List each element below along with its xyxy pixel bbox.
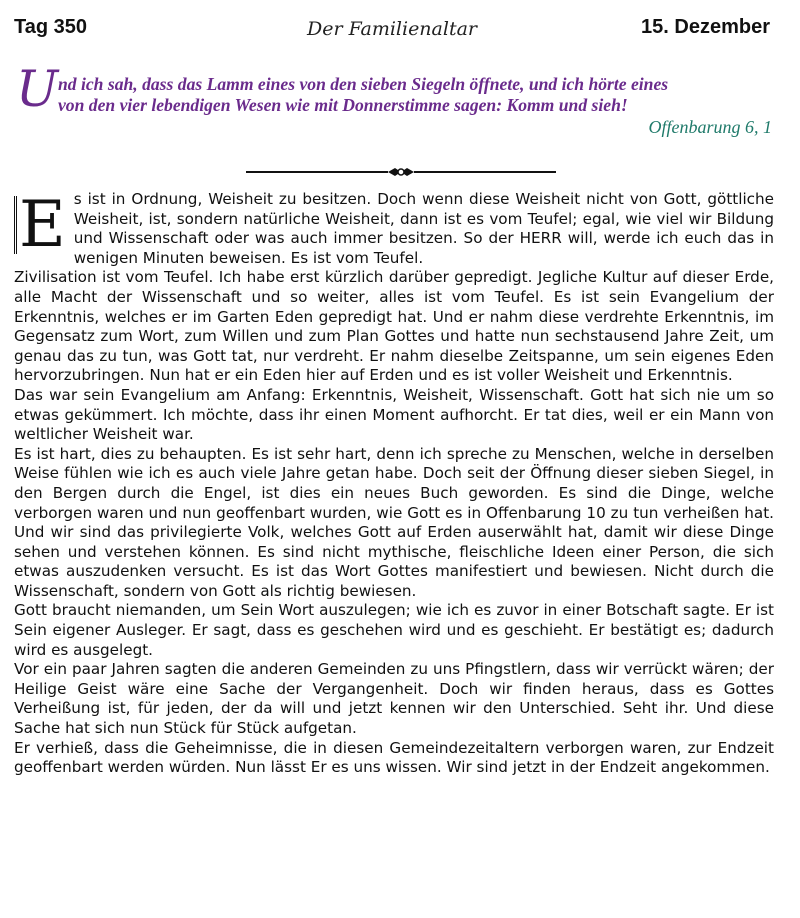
verse-initial: U xyxy=(16,60,59,118)
verse-text: nd ich sah, dass das Lamm eines von den sieben Siegeln öffnete, und ich hörte eines von den vier lebendigen Wesen wie mit Donnerstimme sagen: Komm und sieh! xyxy=(58,74,669,115)
dropcap-initial: E xyxy=(14,196,68,254)
date-label: 15. Dezember xyxy=(641,16,770,38)
paragraph: Er verhieß, dass die Geheimnisse, die in diesen Gemeindezeitaltern verborgen waren, zur Endzeit geoffenbart werden würden. Nun lässt Er es uns wissen. Wir sind jetzt in der Endzeit angekommen. xyxy=(14,738,774,777)
day-label: Tag 350 xyxy=(14,16,87,38)
daily-verse xyxy=(14,60,784,138)
page-header xyxy=(14,12,770,42)
paragraph: Das war sein Evangelium am Anfang: Erkenntnis, Weisheit, Wissenschaft. Gott hat sich nie um so etwas gekümmert. Ich möchte, dass ihr einen Moment aufhorcht. Er tat dies, weil er ein Mann von weltlicher Weisheit war. xyxy=(14,385,774,444)
paragraph: Zivilisation ist vom Teufel. Ich habe erst kürzlich darüber gepredigt. Jegliche Kultur auf dieser Erde, alle Macht der Wissenschaft und so weiter, alles ist vom Teufel. Es ist sein Evangelium der Erkenntnis, welches er im Garten Eden gepredigt hat. Und er nahm diese verdrehte Erkenntnis, im Gegensatz zum Wort, zum Willen und zum Plan Gottes und hatte nun sechstausend Jahre Zeit, um genau das zu tun, was Gott tat, nur verdreht. Er nahm dieselbe Zeitspanne, um sein eigenes Eden hervorzubringen. Nun hat er ein Eden hier auf Erden und es ist voller Weisheit und Erkenntnis. xyxy=(14,268,774,385)
paragraph-text: s ist in Ordnung, Weisheit zu besitzen. Doch wenn diese Weisheit nicht von Gott, göttliche Weisheit, ist, sondern natürliche Weisheit, dann ist es vom Teufel; egal, wie viel wir Bildung und Wissenschaft oder was auch immer besitzen. So der HERR will, werde ich euch das in wenigen Minuten beweisen. Es ist vom Teufel. xyxy=(73,190,774,267)
paragraph xyxy=(14,190,774,268)
paragraph: Es ist hart, dies zu behaupten. Es ist sehr hart, denn ich spreche zu Menschen, welche in derselben Weise fühlen wie ich es auch viele Jahre getan habe. Doch seit der Öffnung dieser sieben Siegel, in den Bergen durch die Engel, ist dies ein neues Buch geworden. Es sind die Dinge, welche verborgen waren und nun geoffenbart wurden, wie Gott es in Offenbarung 10 zu tun verheißen hat. Und wir sind das privilegierte Volk, welches Gott auf Erden auserwählt hat, damit wir diese Dinge sehen und verstehen können. Es sind nicht mythische, fleischliche Ideen einer Person, die sich etwas auszudenken versucht. Es ist das Wort Gottes manifestiert und bewiesen. Nicht durch die Wissenschaft, sondern von Gott als richtig bewiesen. xyxy=(14,444,774,600)
devotional-body xyxy=(14,190,774,778)
paragraph: Vor ein paar Jahren sagten die anderen Gemeinden zu uns Pfingstlern, dass wir verrückt wären; der Heilige Geist wäre eine Sache der Vergangenheit. Doch wir finden heraus, dass es Gottes Verheißung ist, für jeden, der da will und jetzt kennen wir den Unterschied. Seht ihr. Und diese Sache hat sich nun Stück für Stück aufgetan. xyxy=(14,660,774,738)
verse-reference: Offenbarung 6, 1 xyxy=(648,117,772,137)
book-title: Der Familienaltar xyxy=(307,18,477,40)
paragraph: Gott braucht niemanden, um Sein Wort auszulegen; wie ich es zuvor in einer Botschaft sagte. Er ist Sein eigener Ausleger. Er sagt, dass es geschehen wird und es geschieht. Er bestätigt es; dadurch wird es ausgelegt. xyxy=(14,601,774,659)
divider-ornament xyxy=(246,164,556,180)
